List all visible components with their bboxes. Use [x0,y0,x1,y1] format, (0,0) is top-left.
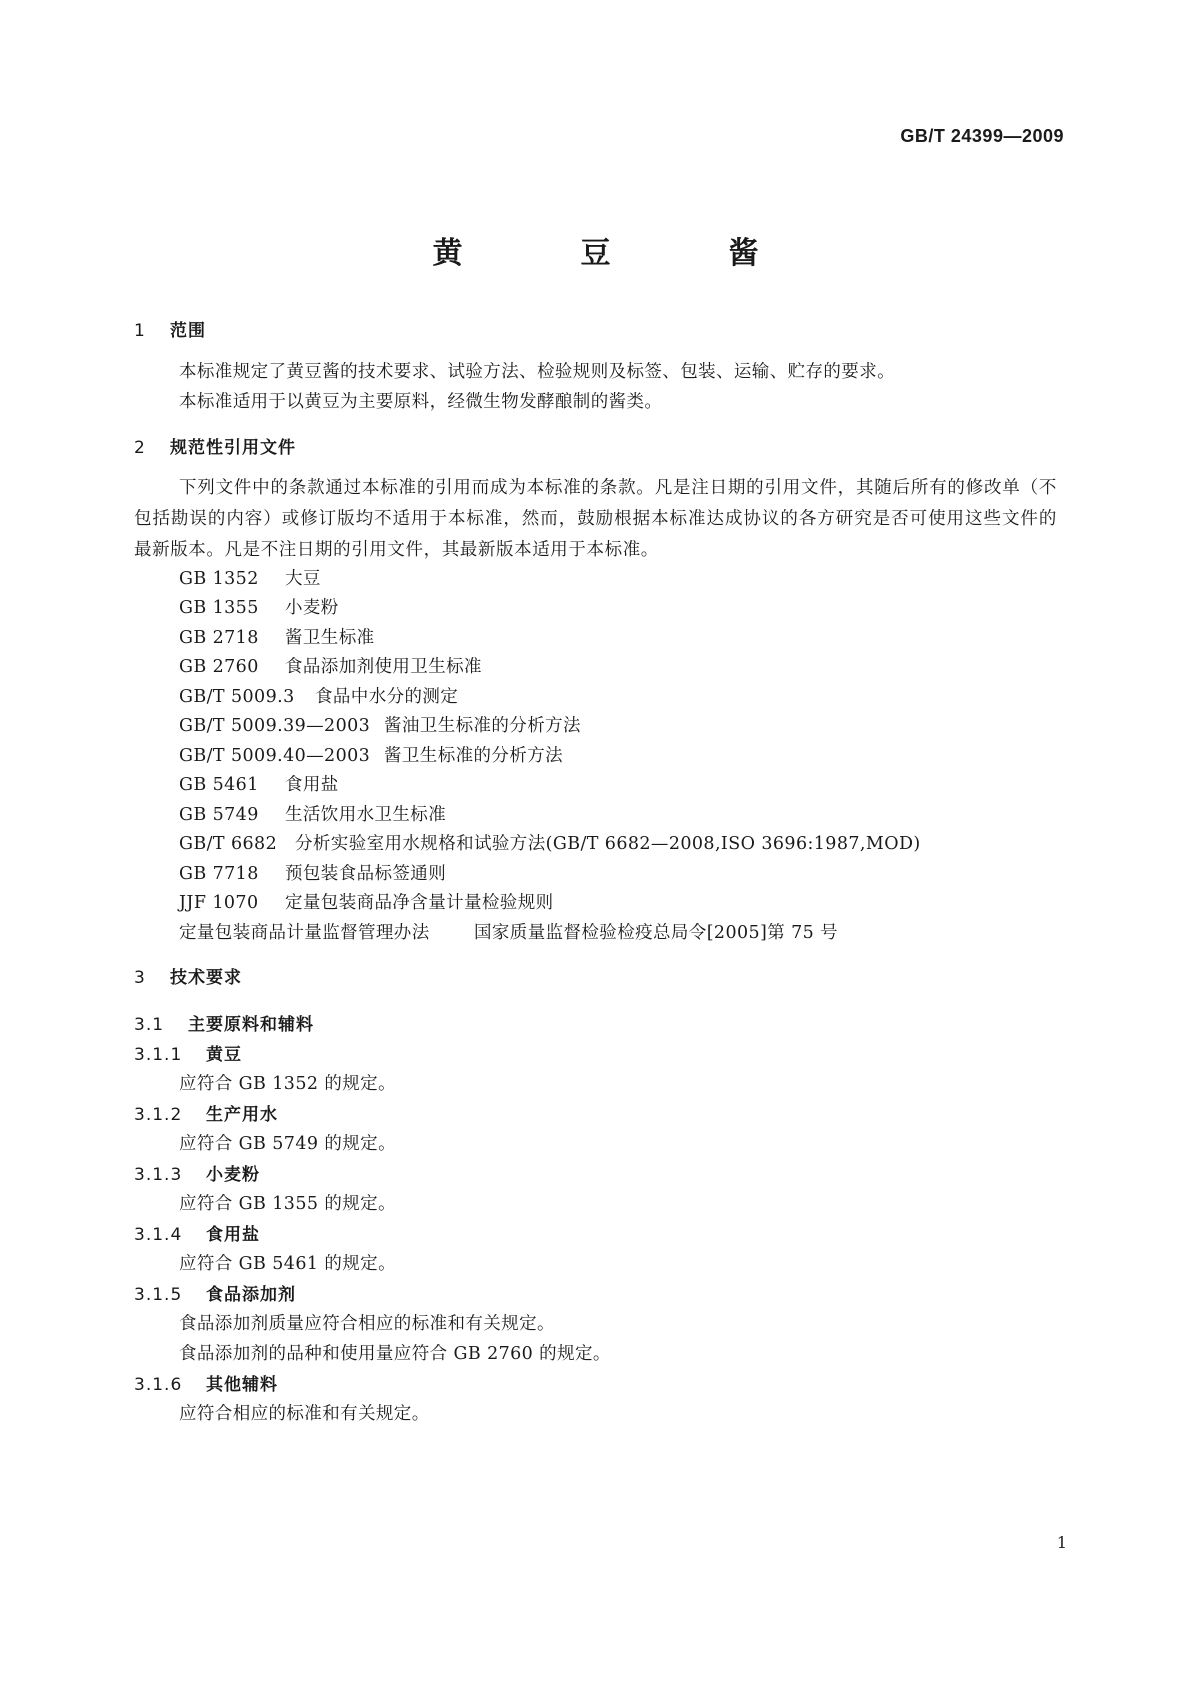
clause-number: 3.1.5 [134,1285,183,1305]
reference-title: 食品添加剂使用卫生标准 [285,657,482,677]
reference-title: 国家质量监督检验检疫总局令[2005]第 75 号 [474,923,839,943]
clause-text: 食品添加剂的品种和使用量应符合 GB 2760 的规定。 [179,1344,611,1364]
subsection-title: 主要原料和辅料 [188,1015,314,1035]
clause-title: 食用盐 [206,1225,260,1245]
clause-heading [134,1280,296,1305]
clause-text: 应符合 GB 5749 的规定。 [179,1134,396,1154]
section-number: 1 [134,321,146,341]
paragraph: 本标准适用于以黄豆为主要原料，经微生物发酵酿制的酱类。 [179,392,663,412]
clause-number: 3.1.6 [134,1375,183,1395]
section-title: 技术要求 [170,968,242,988]
clause-text: 应符合 GB 5461 的规定。 [179,1254,396,1274]
reference-title: 大豆 [285,569,321,589]
reference-item [179,594,339,619]
section-number: 3 [134,968,146,988]
subsection-heading [134,1010,314,1035]
paragraph: 本标准规定了黄豆酱的技术要求、试验方法、检验规则及标签、包装、运输、贮存的要求。 [179,362,895,382]
intro-paragraph: 下列文件中的条款通过本标准的引用而成为本标准的条款。凡是注日期的引用文件，其随后所有的修改单（不包括勘误的内容）或修订版均不适用于本标准，然而，鼓励根据本标准达成协议的各方研究是否可使用这些文件的最新版本。凡是不注日期的引用文件，其最新版本适用于本标准。 [134,478,1057,560]
page-number: 1 [1056,1533,1067,1552]
clause-number: 3.1.3 [134,1165,183,1185]
reference-title: 酱油卫生标准的分析方法 [384,716,581,736]
clause-heading [134,1370,278,1395]
reference-item [179,712,581,737]
reference-code: GB/T 5009.39—2003 [179,716,371,736]
section-title: 规范性引用文件 [170,438,296,458]
clause-heading [134,1160,260,1185]
clause-title: 生产用水 [206,1105,278,1125]
reference-code: GB 2718 [179,628,259,648]
clause-number: 3.1.1 [134,1045,183,1065]
reference-code: JJF 1070 [179,893,259,913]
reference-code: GB 5461 [179,775,259,795]
reference-item [179,860,446,885]
reference-item [179,742,563,767]
reference-item [179,889,554,914]
clause-heading [134,1040,242,1065]
section-number: 2 [134,438,146,458]
document-title: 黄 豆 酱 [432,236,803,271]
clause-number: 3.1.4 [134,1225,183,1245]
reference-item [179,565,321,590]
reference-title: 预包装食品标签通则 [285,864,447,884]
reference-title: 食用盐 [285,775,339,795]
reference-code: GB 5749 [179,805,259,825]
clause-title: 小麦粉 [206,1165,260,1185]
reference-item [179,683,458,708]
reference-title: 生活饮用水卫生标准 [285,805,447,825]
section-2-heading [134,433,296,458]
reference-title: 小麦粉 [285,598,339,618]
clause-heading [134,1220,260,1245]
clause-title: 黄豆 [206,1045,242,1065]
reference-item [179,653,482,678]
reference-item [179,801,446,826]
reference-code: GB 1352 [179,569,259,589]
section-3-heading [134,963,242,988]
reference-code: GB/T 5009.40—2003 [179,746,371,766]
reference-title: 食品中水分的测定 [315,687,459,707]
standard-number: GB/T 24399—2009 [900,126,1064,146]
reference-code: GB/T 5009.3 [179,687,295,707]
reference-title: 酱卫生标准 [285,628,375,648]
clause-heading [134,1100,278,1125]
reference-item [179,919,838,944]
section-title: 范围 [170,321,206,341]
subsection-number: 3.1 [134,1015,165,1035]
clause-text: 食品添加剂质量应符合相应的标准和有关规定。 [179,1314,555,1334]
reference-item [179,624,375,649]
clause-text: 应符合 GB 1352 的规定。 [179,1074,396,1094]
reference-code: GB 2760 [179,657,259,677]
reference-code: 定量包装商品计量监督管理办法 [179,923,430,943]
reference-item [179,771,339,796]
reference-title: 酱卫生标准的分析方法 [384,746,563,766]
reference-code: GB 7718 [179,864,259,884]
reference-title: 分析实验室用水规格和试验方法(GB/T 6682—2008,ISO 3696:1987,MOD) [295,834,921,854]
clause-text: 应符合相应的标准和有关规定。 [179,1404,430,1424]
reference-code: GB/T 6682 [179,834,278,854]
reference-title: 定量包装商品净含量计量检验规则 [285,893,554,913]
clause-title: 其他辅料 [206,1375,278,1395]
reference-code: GB 1355 [179,598,259,618]
clause-title: 食品添加剂 [206,1285,296,1305]
clause-number: 3.1.2 [134,1105,183,1125]
clause-text: 应符合 GB 1355 的规定。 [179,1194,396,1214]
section-1-heading [134,316,206,341]
reference-item [179,830,921,855]
